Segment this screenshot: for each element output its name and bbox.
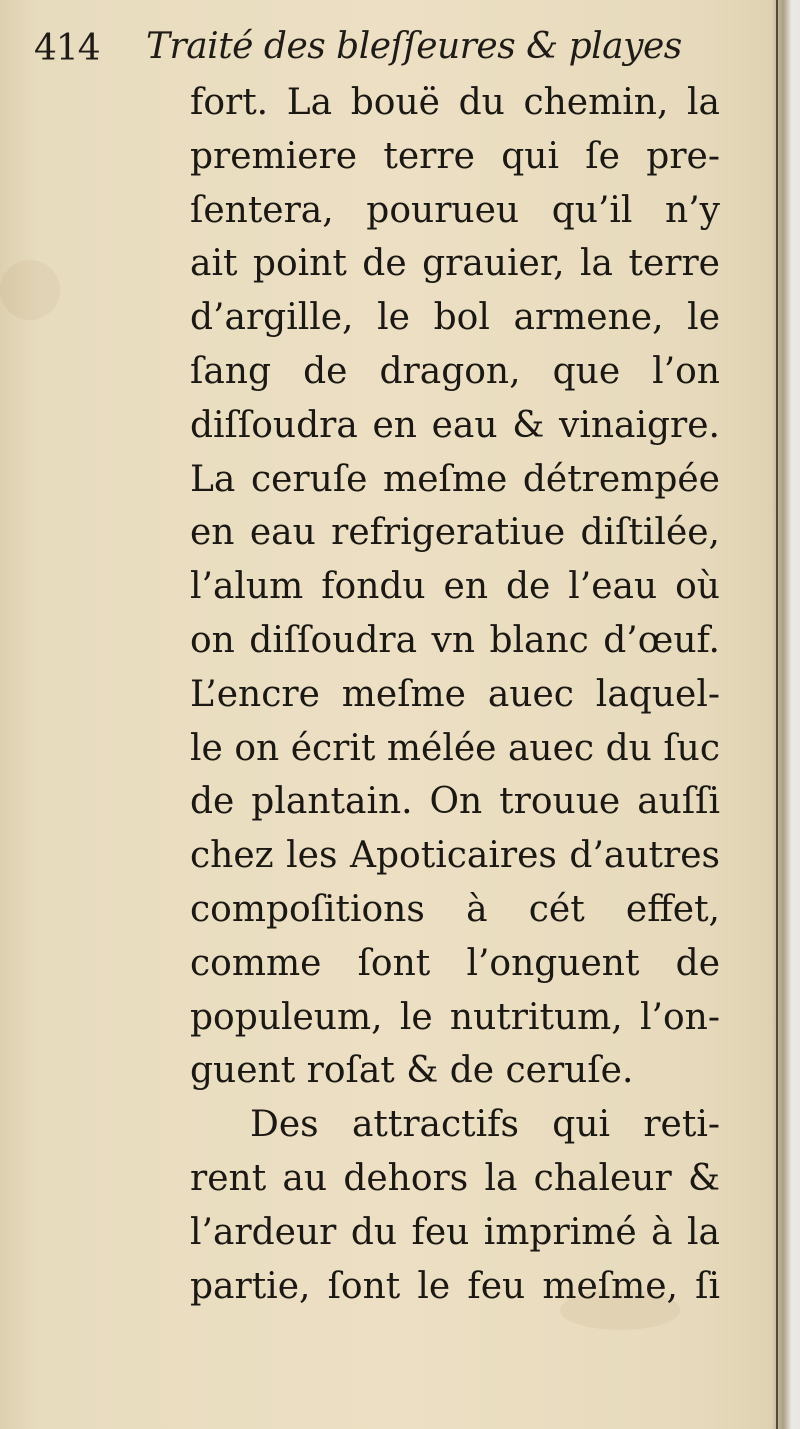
text-line: ſang de dragon, que l’on	[190, 350, 720, 392]
body-text	[190, 76, 720, 1313]
text-line: ſentera, pourueu qu’il n’y	[190, 189, 720, 231]
page-number: 414	[34, 28, 100, 69]
text-line: de plantain. On trouue auſſi	[190, 781, 720, 823]
text-line: rent au dehors la chaleur &	[190, 1157, 720, 1199]
text-line: en eau refrigeratiue diſtilée,	[190, 512, 720, 554]
text-line: premiere terre qui ſe pre-	[190, 135, 720, 177]
text-line: chez les Apoticaires d’autres	[190, 835, 720, 877]
page-edge-line	[776, 0, 778, 1429]
paper-stain	[0, 260, 60, 320]
text-line: ait point de grauier, la terre	[190, 243, 720, 285]
text-line: partie, ſont le feu meſme, ſi	[190, 1265, 720, 1307]
running-title: Traité des bleſſeures & playes	[146, 26, 682, 67]
text-line: diſſoudra en eau & vinaigre.	[190, 404, 720, 446]
text-line: guent roſat & de ceruſe.	[190, 1050, 634, 1092]
text-line: comme ſont l’onguent de	[190, 942, 720, 984]
text-line: populeum, le nutritum, l’on-	[190, 996, 720, 1038]
text-line: compoſitions à cét effet,	[190, 888, 720, 930]
text-line: fort. La bouë du chemin, la	[190, 82, 720, 123]
paragraph-start-line: Des attractifs qui reti-	[250, 1104, 720, 1146]
page-header	[0, 22, 800, 82]
text-line: L’encre meſme auec laquel-	[190, 673, 720, 715]
text-line: le on écrit mélée auec du ſuc	[190, 727, 720, 769]
text-line: on diſſoudra vn blanc d’œuf.	[190, 619, 720, 661]
text-line: d’argille, le bol armene, le	[190, 297, 720, 339]
text-line: l’ardeur du feu imprimé à la	[190, 1211, 720, 1253]
text-line: La ceruſe meſme détrempée	[190, 458, 720, 500]
text-line: l’alum fondu en de l’eau où	[190, 566, 720, 608]
